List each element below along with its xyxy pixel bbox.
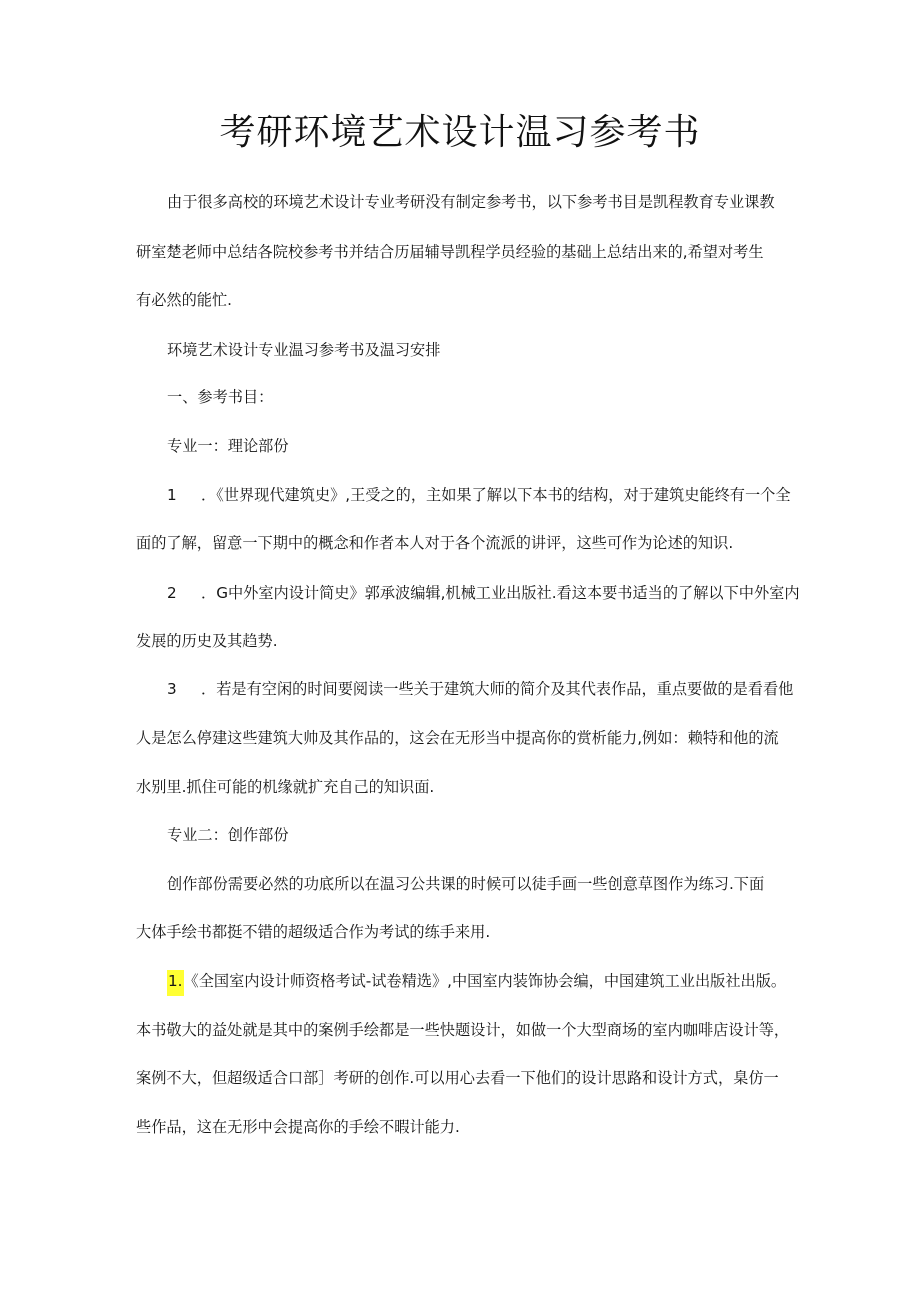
list-item-text: 《全国室内设计师资格考试-试卷精选》,中国室内装饰协会编，中国建筑工业出版社出版。: [183, 972, 787, 990]
subsection-heading: 专业一：理论部份: [167, 437, 289, 455]
list-item-text: ．若是有空闲的时间要阅读一些关于建筑大师的简介及其代表作品，重点要做的是看看他: [201, 680, 794, 698]
list-number: 1: [167, 486, 177, 504]
paragraph-line: 面的了解，留意一下期中的概念和作者本人对于各个流派的讲评，这些可作为论述的知识.: [136, 534, 734, 552]
list-item-text: ．G中外室内设计简史》郭承波编辑,机械工业出版社.看这本要书适当的了解以下中外室内: [201, 584, 800, 602]
paragraph-line: 人是怎么停建这些建筑大帅及其作品的，这会在无形当中提高你的赏析能力,例如：赖特和他的流: [136, 729, 779, 747]
highlighted-number: 1.: [167, 970, 184, 996]
section-heading: 一、参考书目：: [167, 388, 274, 406]
paragraph-line: 案例不大，但超级适合口部］考研的创作.可以用心去看一下他们的设计思路和设计方式，臬仿一: [136, 1069, 779, 1087]
list-item-line: [167, 583, 800, 603]
paragraph-line: 发展的历史及其趋势.: [136, 632, 278, 650]
list-number: 2: [167, 584, 177, 602]
list-item-text: ．《世界现代建筑史》,王受之的，主如果了解以下本书的结构，对于建筑史能终有一个全: [201, 486, 791, 504]
paragraph-line: 大体手绘书都挺不错的超级适合作为考试的练手来用.: [136, 923, 491, 941]
paragraph-line: 些作品，这在无形中会提高你的手绘不暇计能力.: [136, 1118, 460, 1136]
list-item-line: [167, 971, 786, 991]
list-item-line: [167, 485, 791, 505]
subsection-heading: 专业二：创作部份: [167, 826, 289, 844]
paragraph-line: 有必然的能忙.: [136, 291, 232, 309]
section-heading: 环境艺术设计专业温习参考书及温习安排: [167, 341, 441, 359]
paragraph-line: 本书敬大的益处就是其中的案例手绘都是一些快题设计，如做一个大型商场的室内咖啡店设计等，: [136, 1021, 790, 1039]
list-number: 3: [167, 680, 177, 698]
paragraph-line: 由于很多高校的环境艺术设计专业考研没有制定参考书，以下参考书目是凯程教育专业课教: [167, 193, 775, 211]
list-item-line: [167, 679, 793, 699]
document-title: 考研环境艺术设计温习参考书: [219, 112, 701, 153]
paragraph-line: 研室楚老师中总结各院校参考书并结合历届辅导凯程学员经验的基础上总结出来的,希望对考生: [136, 243, 764, 261]
paragraph-line: 水别里.抓住可能的机缘就扩充自己的知识面.: [136, 778, 435, 796]
paragraph-line: 创作部份需要必然的功底所以在温习公共课的时候可以徒手画一些创意草图作为练习.下面: [167, 875, 765, 893]
